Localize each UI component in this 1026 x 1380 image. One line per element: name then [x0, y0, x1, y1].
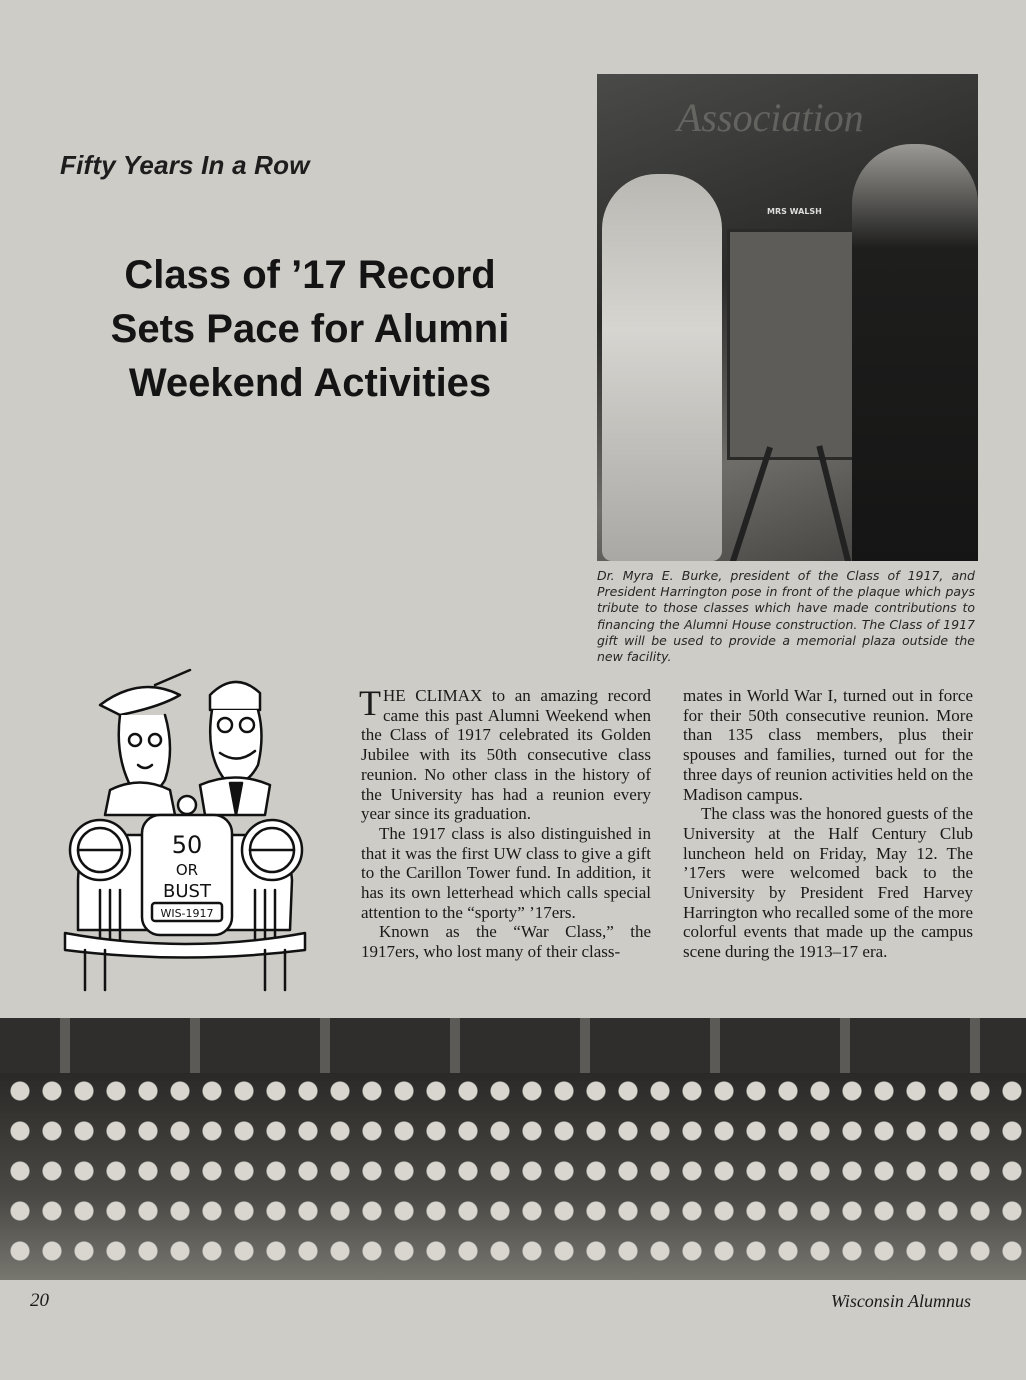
article-paragraph-1-text: HE CLIMAX to an amazing record came this past Alumni Weekend when the Class of 1917 celebrated its Golden Jubilee with its 50th consecutive class reunion. No other class in the history of the University has had a reunion every year since its graduation.	[361, 686, 651, 824]
headline	[55, 248, 565, 410]
article-paragraph-2: The 1917 class is also distinguished in that it was the first UW class to give a gift to the Carillon Tower fund. In addition, it has its own letterhead which calls special attention to the “sporty” ’17ers.	[361, 823, 651, 922]
photo-man-figure	[852, 144, 978, 561]
kicker: Fifty Years In a Row	[60, 150, 310, 180]
article-paragraph-3: Known as the “War Class,” the 1917ers, who lost many of their class-	[361, 922, 651, 962]
article-paragraph-4: mates in World War I, turned out in force for their 50th consecutive reunion. More than 135 class members, plus their spouses and families, turned out for the three days of reunion activities held on the Madison campus.	[683, 686, 973, 804]
car-sign-line-2: OR	[175, 861, 199, 879]
group-photo-people	[0, 1073, 1026, 1280]
photo-plaque	[727, 229, 868, 460]
photo-woman-figure	[602, 174, 722, 561]
photo-easel-leg	[816, 445, 853, 561]
headline-line-1: Class of ’17 Record	[124, 253, 496, 297]
plaque-photo	[597, 74, 978, 561]
page-number: 20	[30, 1290, 49, 1311]
photo-banner-text: Association	[677, 95, 864, 140]
photo-name-tag: MRS WALSH	[767, 207, 822, 216]
headline-line-3: Weekend Activities	[128, 361, 492, 405]
article-column-2	[683, 686, 973, 962]
car-sign-line-3: BUST	[163, 881, 211, 902]
car-sign-line-1: 50	[171, 831, 203, 859]
photo-easel-leg	[727, 446, 773, 561]
photo-caption: Dr. Myra E. Burke, president of the Class of 1917, and President Harrington pose in front of the plaque which pays tribute to those classes which have made contributions to financing the Alumni House construction. The Class of 1917 gift will be used to provide a memorial plaza outside the new facility.	[597, 568, 975, 665]
publication-name: Wisconsin Alumnus	[830, 1291, 971, 1311]
drop-cap: T	[359, 683, 381, 723]
class-group-photo	[0, 1018, 1026, 1280]
article-paragraph-5: The class was the honored guests of the University at the Half Century Club luncheon held on Friday, May 12. The ’17ers were welcomed back to the University by President Fred Harvey Harrington who recalled some of the more colorful events that made up the campus scene during the 1913–17 era.	[683, 804, 973, 962]
car-cartoon-illustration	[60, 665, 310, 1005]
article-column-1	[359, 683, 651, 962]
article-paragraph	[359, 683, 651, 824]
car-license-plate: WIS-1917	[160, 907, 214, 920]
headline-line-2: Sets Pace for Alumni	[110, 307, 510, 351]
